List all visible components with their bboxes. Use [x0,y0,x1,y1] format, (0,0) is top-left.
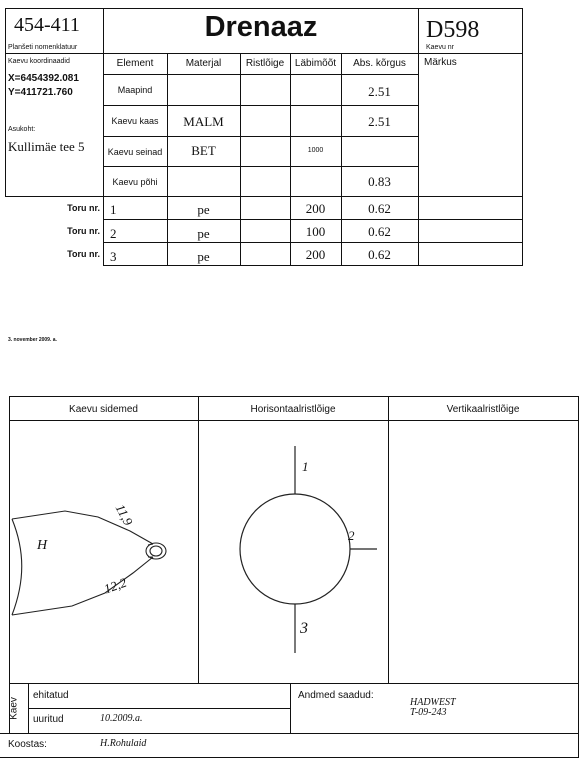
col-height: Abs. kõrgus [353,58,406,69]
pipe-mark-1: 1 [302,459,309,474]
pipe-diameter: 200 [305,247,326,262]
sketch-label-h: H [37,538,48,553]
location-label: Asukoht: [8,126,36,133]
col-element: Element [116,58,154,69]
compiled-label: Koostas: [8,739,47,750]
col-diameter: Läbimõõt [294,58,337,69]
renovated-label: uuritud [33,714,64,725]
well-id-label: Kaevu nr [426,44,455,51]
location: Kullimäe tee 5 [8,139,85,154]
row-material: MALM [183,114,224,129]
sketch-header-vertical: Vertikaalristlõige [446,404,520,415]
sketch-header-horizontal: Horisontaalristlõige [250,404,336,415]
pipe-diameter: 100 [305,224,326,239]
col-material: Materjal [185,58,222,69]
pipe-height: 0.62 [368,201,391,216]
row-element: Kaevu põhi [112,177,158,187]
sketch-label-top: 11,9 [112,501,137,528]
row-element: Kaevu seinad [107,147,163,157]
pipe-number: 1 [110,202,117,217]
row-element: Kaevu kaas [111,116,159,126]
pipe-label: Toru nr. [67,249,100,259]
nomenclature: 454-411 [14,14,80,36]
pipe-material: pe [197,249,210,264]
pipe-height: 0.62 [368,224,391,239]
row-element: Maapind [117,85,153,95]
sketch-label-bottom: 12,2 [101,574,129,597]
data-source-ref: T-09-243 [410,707,447,718]
sketch-header-connections: Kaevu sidemed [69,404,138,415]
data-source-label: Andmed saadud: [298,690,374,701]
coords-label: Kaevu koordinaadid [8,58,70,65]
well-id: D598 [426,17,480,43]
coord-x: X=6454392.081 [8,73,79,84]
col-remarks: Märkus [424,57,457,68]
page-title: Drenaaz [204,11,318,43]
pipe-number: 2 [110,226,117,241]
col-cross-section: Ristlõige [245,58,285,69]
compiled-value: H.Rohulaid [100,738,147,749]
pipe-material: pe [197,226,210,241]
row-diameter: 1000 [307,147,324,154]
document-date: 3. november 2009. a. [8,337,57,343]
row-height: 2.51 [368,84,391,99]
data-source-value: HADWEST [410,697,456,708]
row-height: 2.51 [368,114,391,129]
row-material: BET [191,143,216,158]
nomenclature-label: Planšeti nomenklatuur [8,44,78,51]
pipe-diameter: 200 [305,201,326,216]
horizontal-section-sketch [199,421,388,683]
pipe-number: 3 [110,249,117,264]
pipe-label: Toru nr. [67,203,100,213]
row-height: 0.83 [368,174,391,189]
pipe-mark-3: 3 [300,620,308,637]
pipe-mark-2: 2 [348,528,355,543]
kaev-label: Kaev [8,697,20,720]
built-label: ehitatud [33,690,69,701]
renovated-value: 10.2009.a. [100,713,143,724]
pipe-height: 0.62 [368,247,391,262]
coord-y: Y=411721.760 [8,87,73,98]
pipe-material: pe [197,202,210,217]
pipe-label: Toru nr. [67,226,100,236]
